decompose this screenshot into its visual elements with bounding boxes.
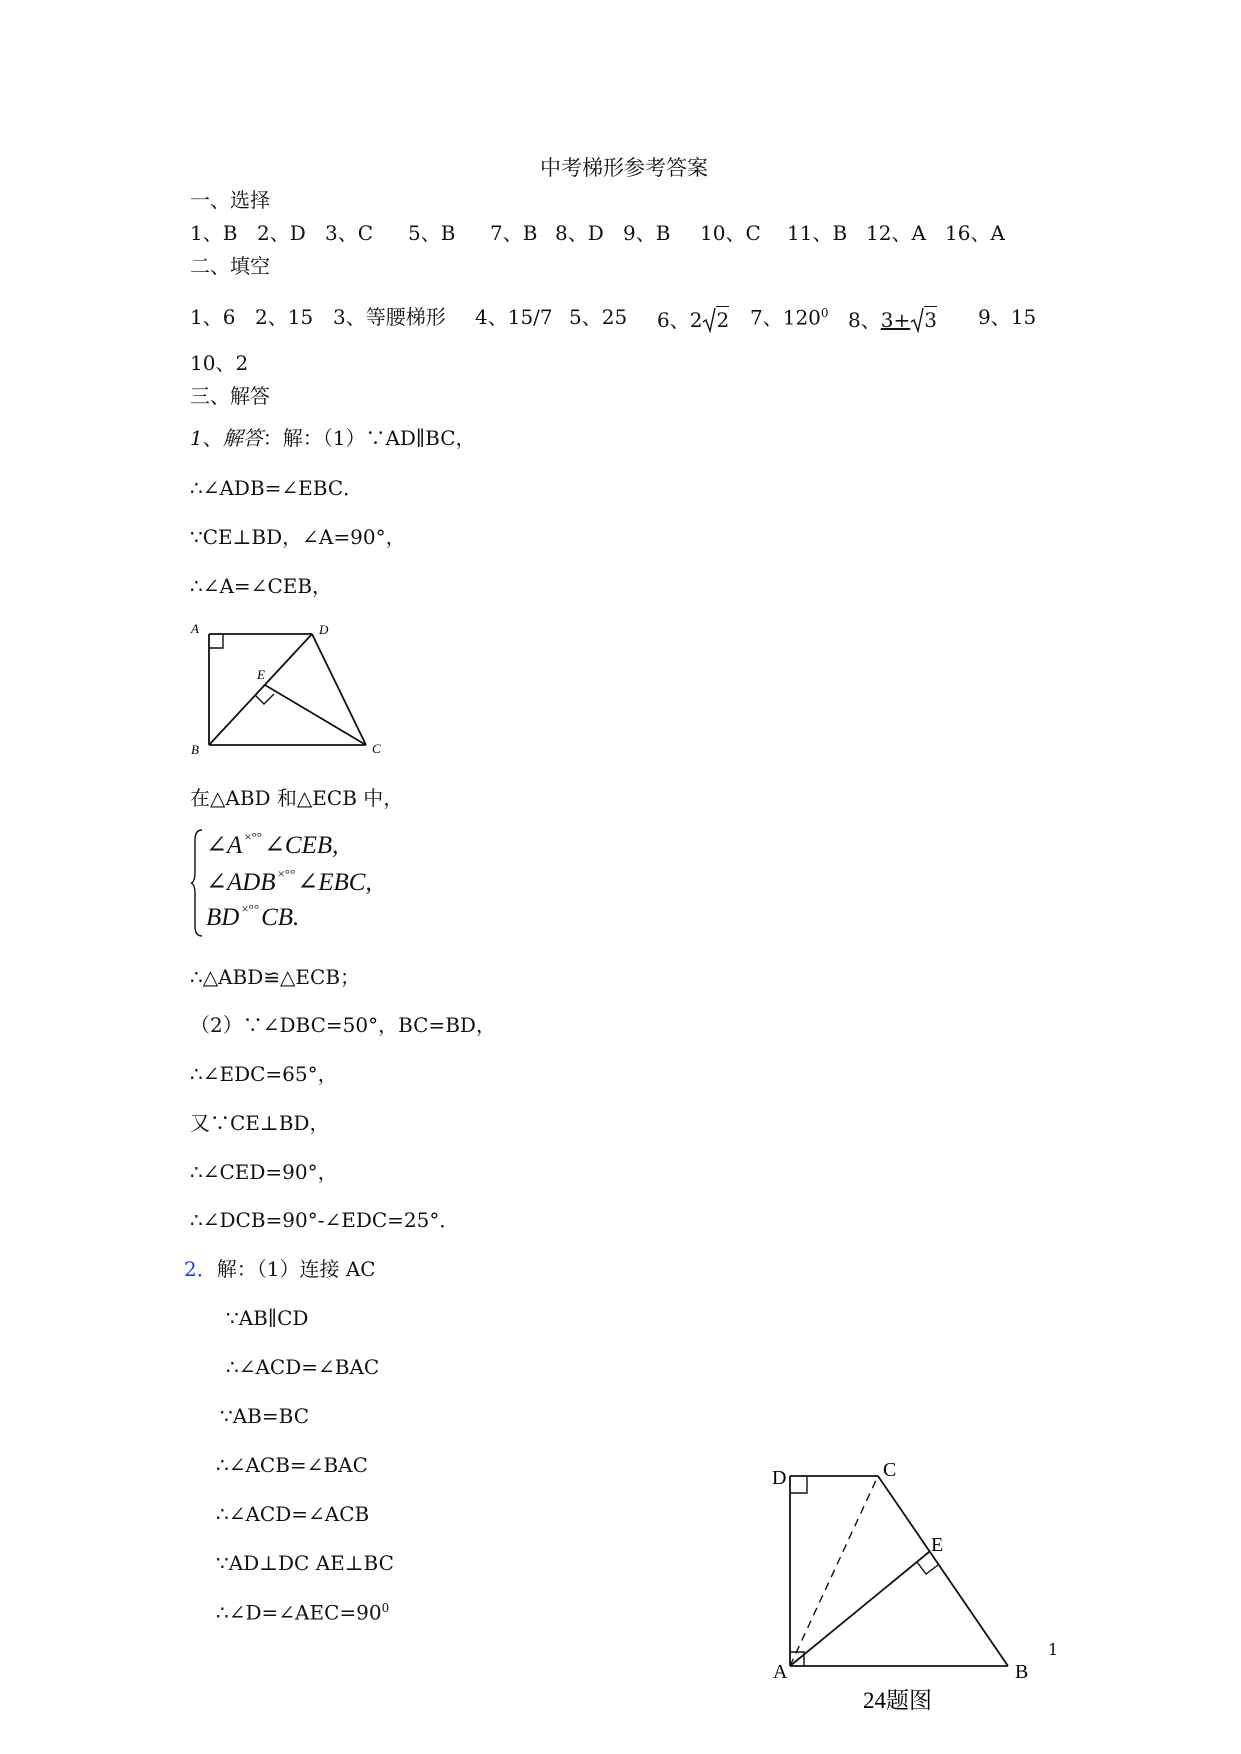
q1-line: ∴∠DCB=90°-∠EDC=25°． bbox=[190, 1208, 460, 1232]
eq-left: ∠ADB bbox=[206, 869, 276, 896]
choice-answer: 8、D bbox=[555, 221, 604, 245]
q1-heading bbox=[190, 428, 476, 448]
q1-number: 1 bbox=[190, 426, 203, 450]
fig2-label-b: B bbox=[1015, 1661, 1029, 1683]
superscript: 0 bbox=[381, 1601, 390, 1615]
choice-answer: 2、D bbox=[257, 221, 306, 245]
sqrt-radicand: 3 bbox=[924, 308, 937, 332]
sqrt-radicand: 2 bbox=[716, 308, 730, 332]
page-number: 1 bbox=[1048, 1640, 1059, 1659]
equation-row bbox=[206, 830, 338, 860]
fig2-caption: 24题图 bbox=[863, 1688, 932, 1713]
q2-line: ∵AB∥CD bbox=[226, 1306, 309, 1330]
q2-line-text: ∴∠D=∠AEC=90 bbox=[216, 1600, 382, 1625]
fill-answer: 5、25 bbox=[569, 305, 628, 329]
q2-number: 2 bbox=[184, 1257, 197, 1281]
q1-line: 又∵CE⊥BD， bbox=[190, 1111, 330, 1135]
q1-line: ∴∠CED=90°， bbox=[190, 1160, 338, 1184]
section-fill: 二、填空 bbox=[190, 254, 270, 278]
sqrt-icon bbox=[702, 307, 716, 333]
fig2-label-d: D bbox=[772, 1467, 787, 1489]
fig2-label-a: A bbox=[773, 1661, 788, 1683]
q1-text: ：解：（1）∵AD∥BC， bbox=[262, 426, 476, 450]
fill-answer: 9、15 bbox=[978, 305, 1037, 329]
fill-answer: 1、6 bbox=[190, 305, 236, 329]
eq-right: ∠CEB, bbox=[263, 832, 339, 859]
equation-row bbox=[206, 867, 372, 897]
q2-line bbox=[216, 1602, 389, 1623]
q1-line: ∵CE⊥BD，∠A=90°， bbox=[190, 525, 406, 549]
fig1-label-d: D bbox=[319, 622, 329, 637]
page-title: 中考梯形参考答案 bbox=[540, 156, 708, 180]
section-choice: 一、选择 bbox=[190, 188, 270, 212]
fill-answer-text: 7、120 bbox=[750, 305, 821, 330]
fill-answer-text: 6、2 bbox=[657, 308, 703, 332]
choice-answer: 1、B bbox=[190, 221, 238, 245]
left-brace-icon bbox=[190, 828, 204, 938]
q1-line: （2）∵∠DBC=50°，BC=BD， bbox=[190, 1013, 496, 1037]
q1-line: ∴△ABD≌△ECB； bbox=[190, 965, 361, 989]
fig1-label-c: C bbox=[372, 741, 381, 756]
q2-line: ∴∠ACD=∠BAC bbox=[226, 1355, 380, 1379]
fill-answer: 10、2 bbox=[190, 351, 249, 375]
fig1-label-a: A bbox=[191, 621, 199, 636]
q2-line: ∴∠ACB=∠BAC bbox=[216, 1453, 368, 1477]
fig2-label-c: C bbox=[883, 1459, 897, 1481]
eq-mark: ×°° bbox=[244, 829, 262, 844]
q2-line: ∴∠ACD=∠ACB bbox=[216, 1502, 370, 1526]
figure-1 bbox=[185, 618, 400, 760]
eq-left: BD bbox=[206, 904, 240, 931]
section-solve: 三、解答 bbox=[190, 384, 270, 408]
choice-answer: 5、B bbox=[408, 221, 456, 245]
fill-answer: 4、15/7 bbox=[475, 305, 553, 329]
choice-answer: 9、B bbox=[623, 221, 671, 245]
q1-line: 在△ABD 和△ECB 中， bbox=[190, 786, 404, 810]
superscript: 0 bbox=[820, 306, 829, 320]
q1-line: ∴∠EDC=65°， bbox=[190, 1062, 338, 1086]
figure-2 bbox=[765, 1450, 1065, 1720]
fig2-label-e: E bbox=[931, 1534, 944, 1556]
choice-answer: 10、C bbox=[700, 221, 761, 245]
q1-line: ∴∠ADB=∠EBC． bbox=[190, 476, 364, 500]
equation-system bbox=[190, 826, 430, 938]
q1-sep: 、 bbox=[202, 426, 223, 450]
choice-answer: 16、A bbox=[945, 221, 1005, 245]
sqrt-icon bbox=[910, 307, 924, 333]
eq-right: ∠EBC, bbox=[297, 869, 372, 896]
fill-answer: 2、15 bbox=[255, 305, 314, 329]
q2-line: ∵AD⊥DC AE⊥BC bbox=[216, 1551, 394, 1575]
q2-dot: ． bbox=[196, 1257, 217, 1281]
underlined-text: 3+ bbox=[880, 308, 911, 332]
fill-answer bbox=[848, 307, 937, 333]
choice-answer: 7、B bbox=[490, 221, 538, 245]
choice-answer: 11、B bbox=[787, 221, 848, 245]
q1-line: ∴∠A=∠CEB， bbox=[190, 574, 333, 598]
fig1-label-b: B bbox=[191, 742, 199, 757]
q2-text: 解：（1）连接 AC bbox=[216, 1257, 376, 1281]
eq-right: CB. bbox=[261, 904, 300, 931]
equation-row bbox=[206, 901, 300, 932]
fill-answer bbox=[750, 307, 829, 328]
eq-mark: ×°° bbox=[241, 901, 260, 916]
q2-line: ∵AB=BC bbox=[220, 1404, 309, 1428]
choice-answer: 12、A bbox=[866, 221, 926, 245]
eq-left: ∠A bbox=[206, 832, 243, 859]
fill-answer: 3、等腰梯形 bbox=[333, 305, 446, 329]
eq-mark: ×°° bbox=[277, 866, 296, 881]
q1-label: 解答 bbox=[222, 426, 263, 450]
q2-heading bbox=[184, 1259, 376, 1279]
fig1-label-e: E bbox=[257, 667, 265, 682]
choice-answer: 3、C bbox=[325, 221, 374, 245]
fill-answer bbox=[657, 307, 729, 333]
fill-answer-text: 8、 bbox=[848, 308, 881, 332]
